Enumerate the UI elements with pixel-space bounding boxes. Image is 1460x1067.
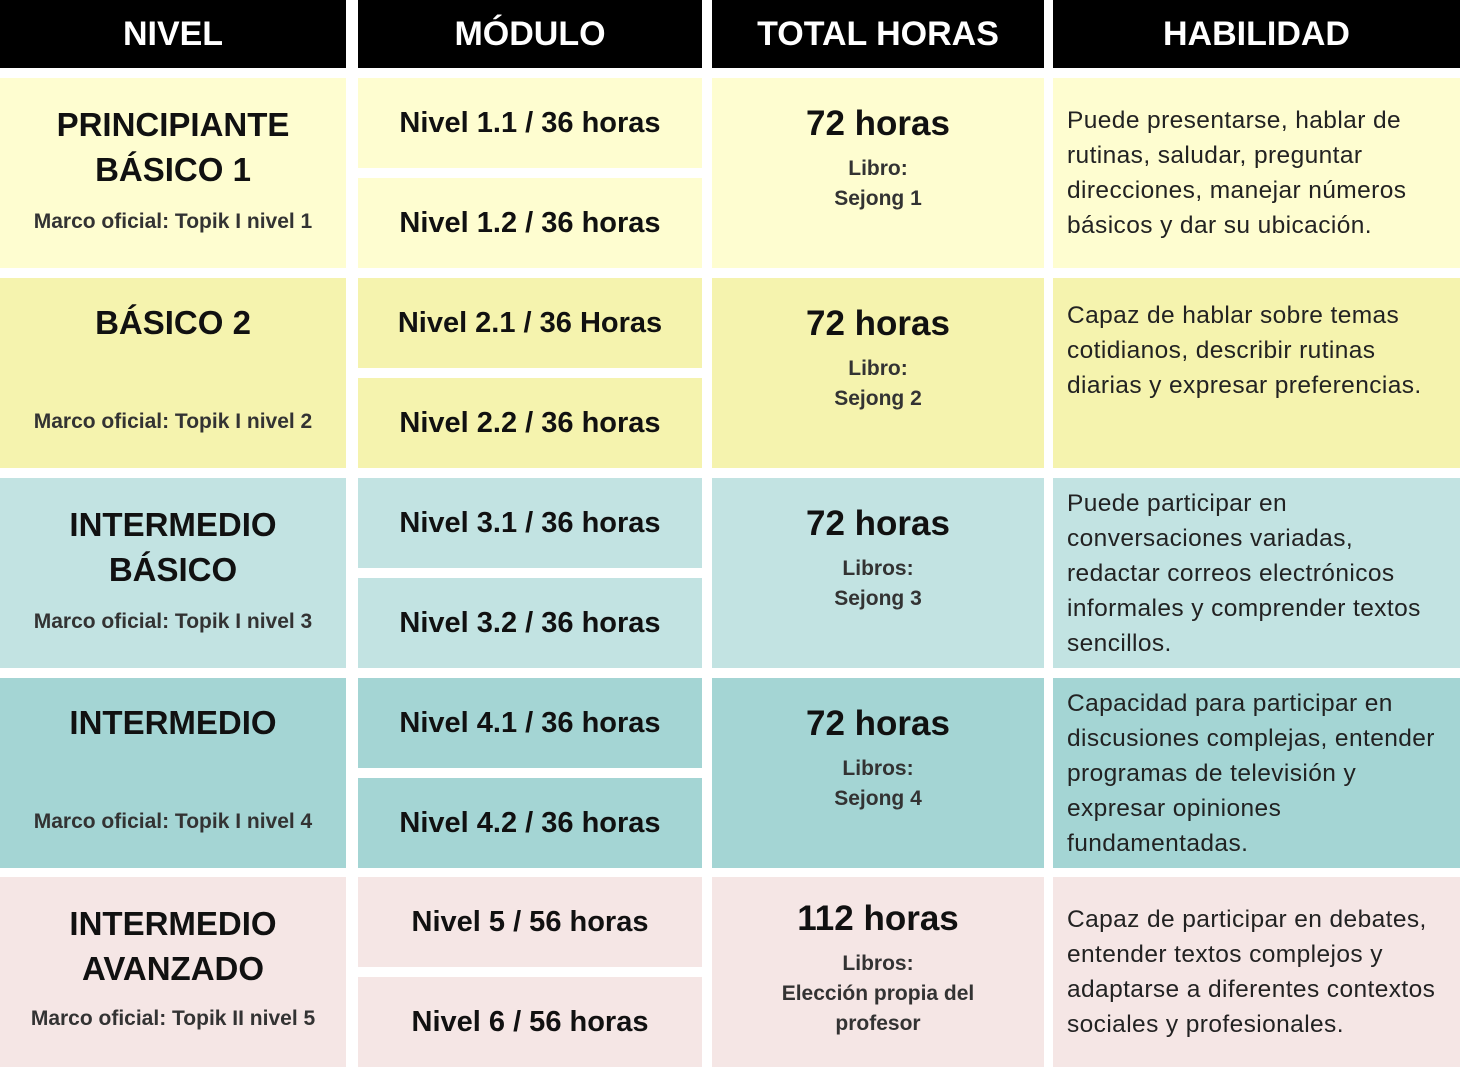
total-hours: 72 horas [806,504,950,543]
total-cell [712,278,1044,468]
module-cell [358,578,702,668]
total-hours: 72 horas [806,304,950,343]
module-cell [358,378,702,468]
total-cell [712,478,1044,668]
total-cell [712,78,1044,268]
nivel-cell [0,78,346,268]
total-hours: 72 horas [806,104,950,143]
nivel-name: INTERMEDIO [69,704,277,741]
total-cell [712,877,1044,1067]
book-name: Sejong 1 [834,187,922,210]
module-cell [358,977,702,1067]
total-hours: 72 horas [806,704,950,743]
module-cell [358,78,702,168]
nivel-name: INTERMEDIO AVANZADO [69,905,277,987]
module-label: Nivel 3.2 / 36 horas [399,606,661,639]
module-cell [358,478,702,568]
nivel-name: INTERMEDIO BÁSICO [69,506,277,588]
nivel-cell [0,877,346,1067]
habilidad-cell [1053,78,1460,268]
module-cell [358,877,702,967]
book-name: Sejong 3 [834,587,922,610]
nivel-cell [0,278,346,468]
module-cell [358,778,702,868]
module-label: Nivel 1.1 / 36 horas [399,106,661,139]
module-label: Nivel 1.2 / 36 horas [399,206,661,239]
habilidad-cell [1053,877,1460,1067]
header-nivel: NIVEL [0,0,346,68]
total-cell [712,678,1044,868]
nivel-name: PRINCIPIANTE BÁSICO 1 [56,106,290,188]
module-label: Nivel 4.1 / 36 horas [399,706,661,739]
book-label: Libros: [842,557,914,580]
book-label: Libros: [842,952,914,975]
habilidad-text: Capaz de hablar sobre temas cotidianos, describir rutinas diarias y expresar preferencias. [1067,302,1422,399]
habilidad-text: Puede participar en conversaciones variadas, redactar correos electrónicos informales y comprender textos sencillos. [1067,489,1421,657]
module-label: Nivel 4.2 / 36 horas [399,806,661,839]
module-label: Nivel 5 / 56 horas [411,905,649,938]
module-label: Nivel 3.1 / 36 horas [399,506,661,539]
book-name: Sejong 2 [834,387,922,410]
header-total-horas: TOTAL HORAS [712,0,1044,68]
habilidad-cell [1053,278,1460,468]
habilidad-text: Capaz de participar en debates, entender textos complejos y adaptarse a diferentes contextos sociales y profesionales. [1067,906,1436,1038]
habilidad-cell [1053,478,1460,668]
book-label: Libro: [848,157,908,180]
header-modulo: MÓDULO [358,0,702,68]
book-label: Libros: [842,757,914,780]
habilidad-text: Puede presentarse, hablar de rutinas, saludar, preguntar direcciones, manejar números básicos y dar su ubicación. [1067,107,1407,239]
marco-oficial: Marco oficial: Topik I nivel 3 [33,610,313,633]
marco-oficial: Marco oficial: Topik II nivel 5 [30,1007,316,1030]
nivel-name: BÁSICO 2 [95,304,251,341]
book-name: Sejong 4 [834,787,922,810]
habilidad-cell [1053,678,1460,868]
nivel-cell [0,478,346,668]
module-cell [358,278,702,368]
marco-oficial: Marco oficial: Topik I nivel 4 [33,810,313,833]
book-label: Libro: [848,357,908,380]
module-cell [358,178,702,268]
module-cell [358,678,702,768]
habilidad-text: Capacidad para participar en discusiones complejas, entender programas de televisión y expresar opiniones fundamentadas. [1067,689,1435,857]
total-hours: 112 horas [797,899,959,938]
marco-oficial: Marco oficial: Topik I nivel 1 [33,210,313,233]
module-label: Nivel 2.1 / 36 Horas [397,306,663,339]
module-label: Nivel 6 / 56 horas [411,1005,649,1038]
header-habilidad: HABILIDAD [1053,0,1460,68]
module-label: Nivel 2.2 / 36 horas [399,406,661,439]
nivel-cell [0,678,346,868]
book-name: Elección propia del profesor [781,982,975,1035]
marco-oficial: Marco oficial: Topik I nivel 2 [33,410,313,433]
